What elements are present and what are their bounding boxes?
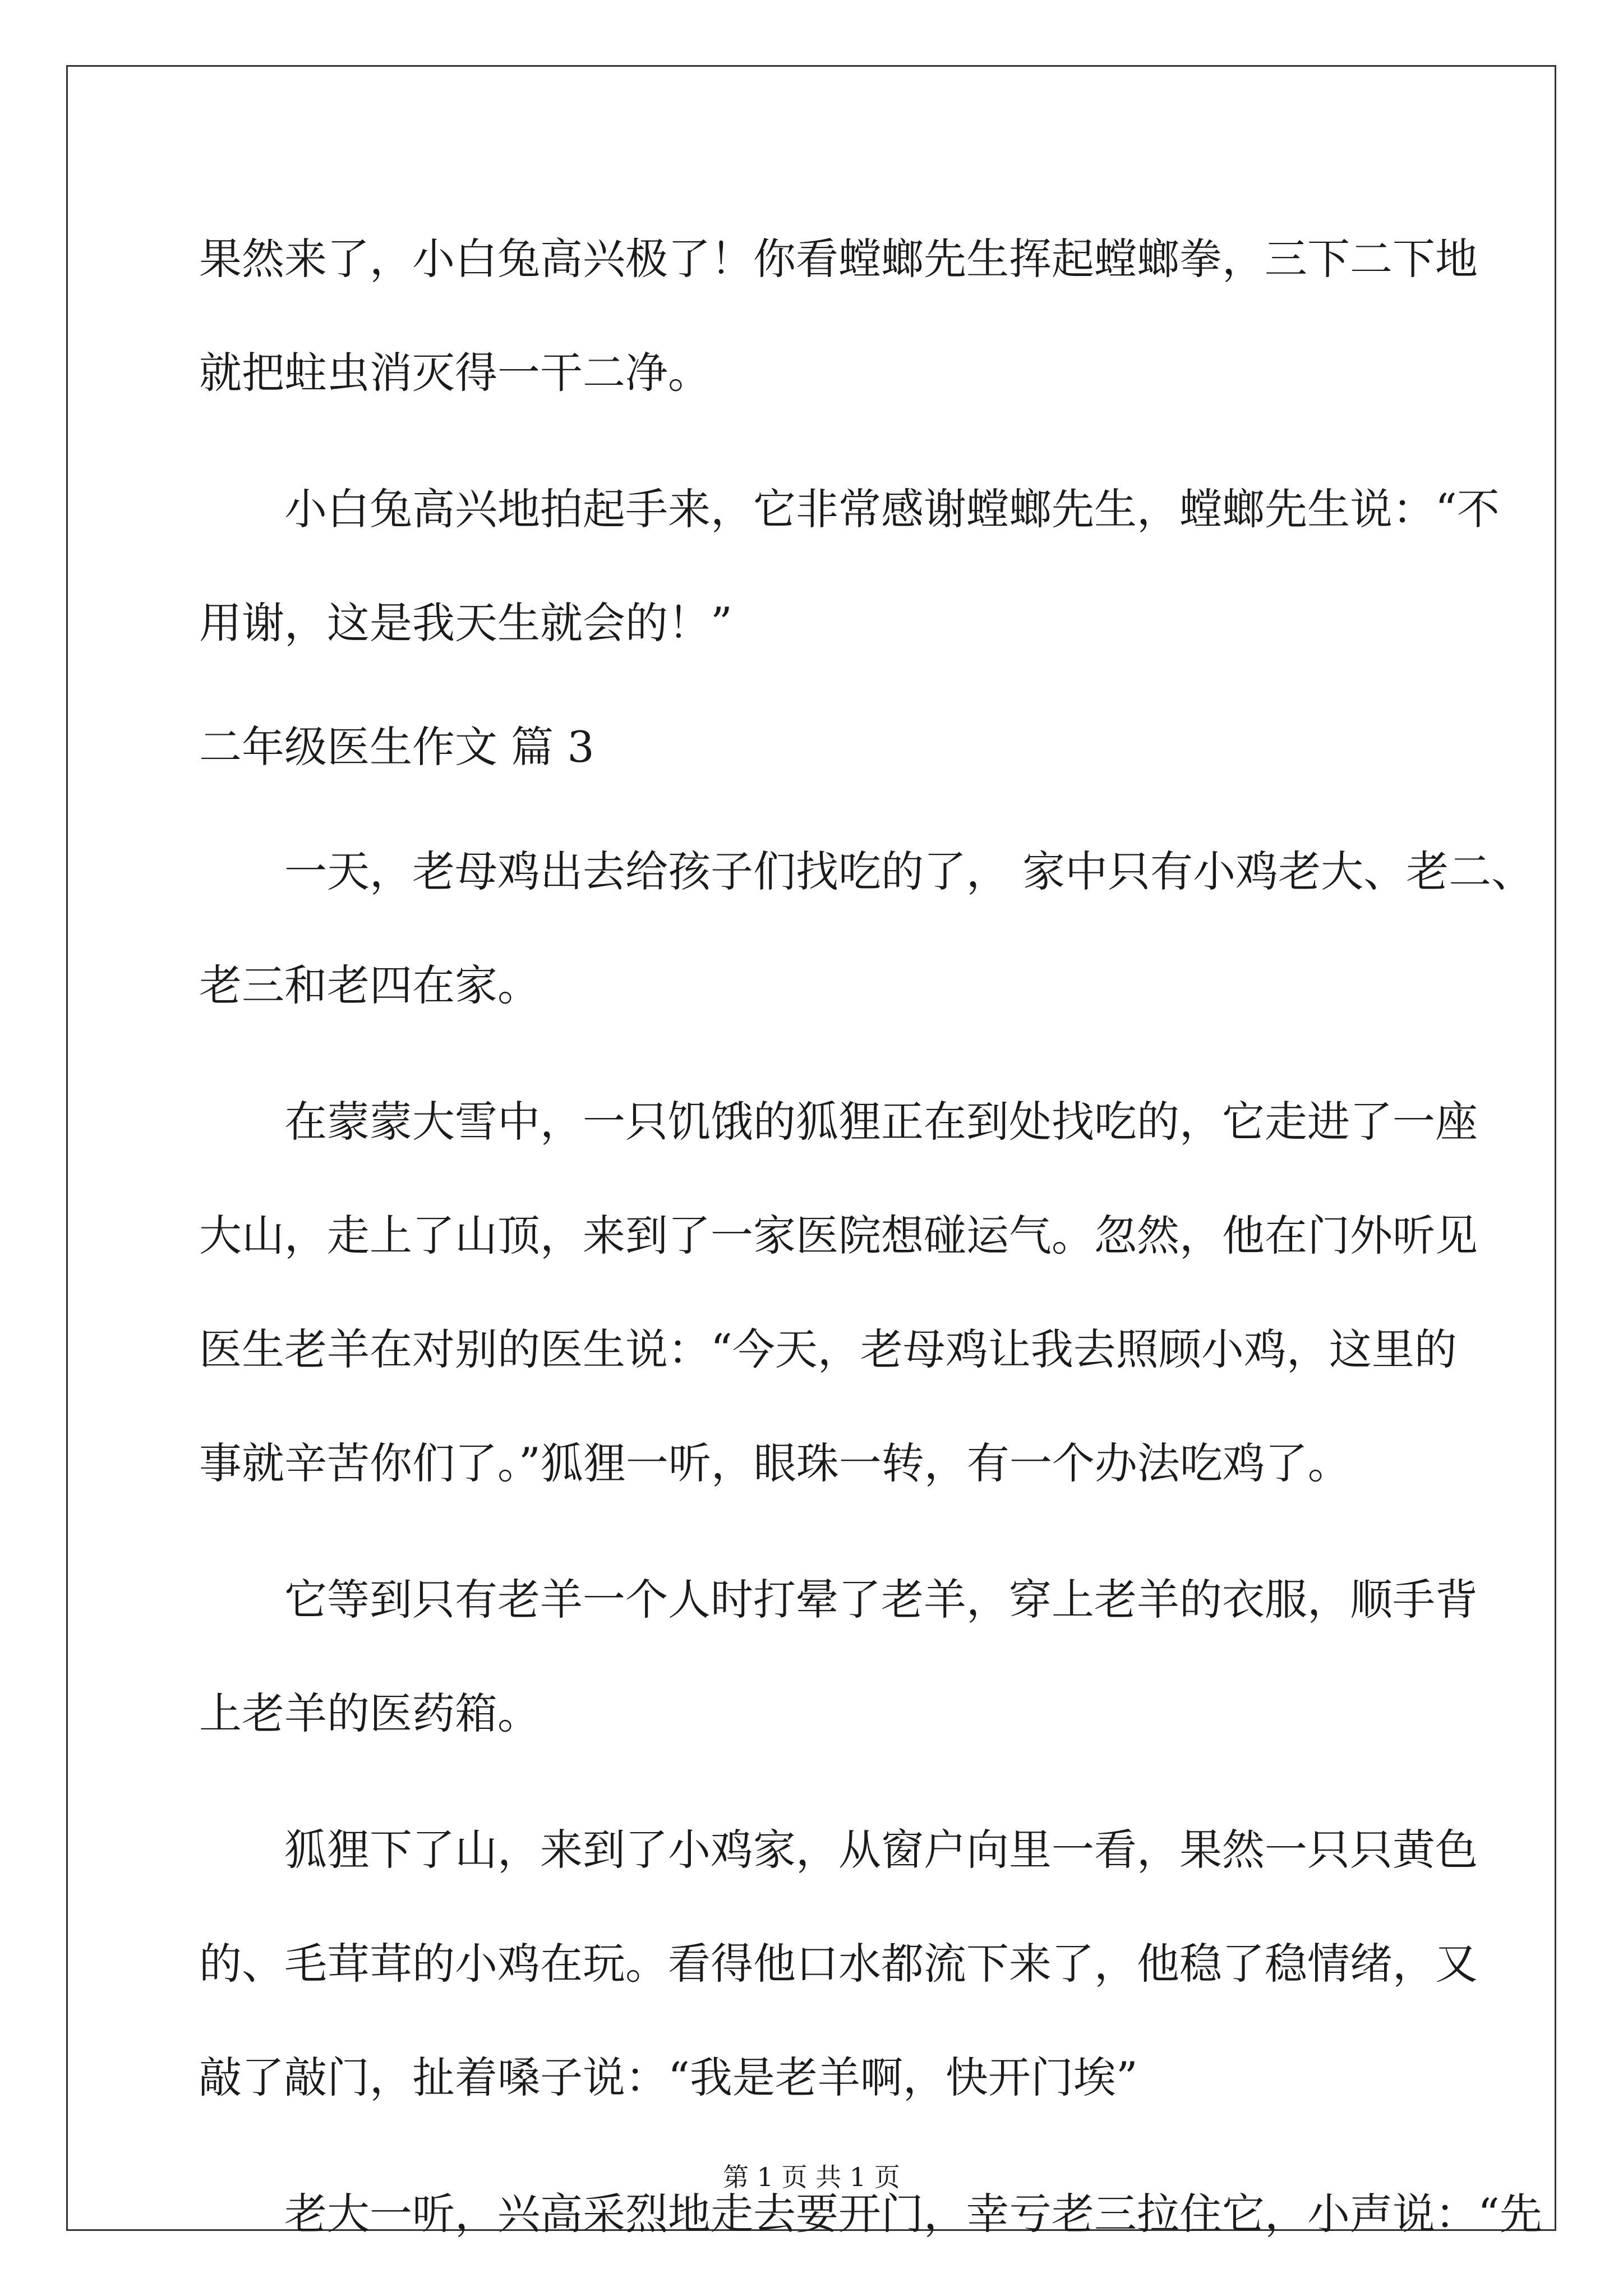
text-line: 果然来了，小白兔高兴极了！你看螳螂先生挥起螳螂拳，三下二下地 [199, 234, 1478, 284]
text-line: 小白兔高兴地拍起手来，它非常感谢螳螂先生，螳螂先生说：“不 [284, 484, 1500, 534]
text-line: 敲了敲门，扯着嗓子说：“我是老羊啊，快开门埃” [199, 2053, 1138, 2102]
text-line: 事就辛苦你们了。”狐狸一听，眼珠一转，有一个办法吃鸡了。 [199, 1438, 1350, 1488]
text-line: 狐狸下了山，来到了小鸡家，从窗户向里一看，果然一只只黄色 [284, 1825, 1478, 1875]
text-line: 一天，老母鸡出去给孩子们找吃的了， 家中只有小鸡老大、老二、 [284, 846, 1534, 896]
paragraph [199, 1543, 1478, 1770]
text-line: 医生老羊在对别的医生说：“今天，老母鸡让我去照顾小鸡，这里的 [199, 1324, 1457, 1374]
text-line: 老三和老四在家。 [199, 960, 540, 1010]
text-line: 的、毛茸茸的小鸡在玩。看得他口水都流下来了，他稳了稳情绪，又 [199, 1939, 1478, 1989]
text-line: 它等到只有老羊一个人时打晕了老羊，穿上老羊的衣服，顺手背 [284, 1575, 1478, 1625]
text-line: 老大一听，兴高采烈地走去要开门，幸亏老三拉住它，小声说：“先 [284, 2189, 1542, 2239]
text-line: 大山，走上了山顶，来到了一家医院想碰运气。忽然，他在门外听见 [199, 1211, 1478, 1260]
paragraph [199, 452, 1500, 680]
document-body [199, 202, 1542, 2293]
paragraph [199, 815, 1534, 1042]
paragraph [199, 1793, 1478, 2134]
paragraph [199, 1065, 1478, 1520]
text-line: 就把蛀虫消灭得一干二净。 [199, 348, 711, 398]
section-heading [199, 702, 1427, 792]
page-number-footer: 第 1 页 共 1 页 [723, 2162, 900, 2192]
text-line: 二年级医生作文 篇 3 [199, 722, 594, 772]
paragraph [199, 202, 1478, 430]
text-line: 上老羊的医药箱。 [199, 1688, 540, 1738]
text-line: 在蒙蒙大雪中，一只饥饿的狐狸正在到处找吃的，它走进了一座 [284, 1097, 1478, 1147]
text-line: 用谢，这是我天生就会的！” [199, 598, 732, 648]
